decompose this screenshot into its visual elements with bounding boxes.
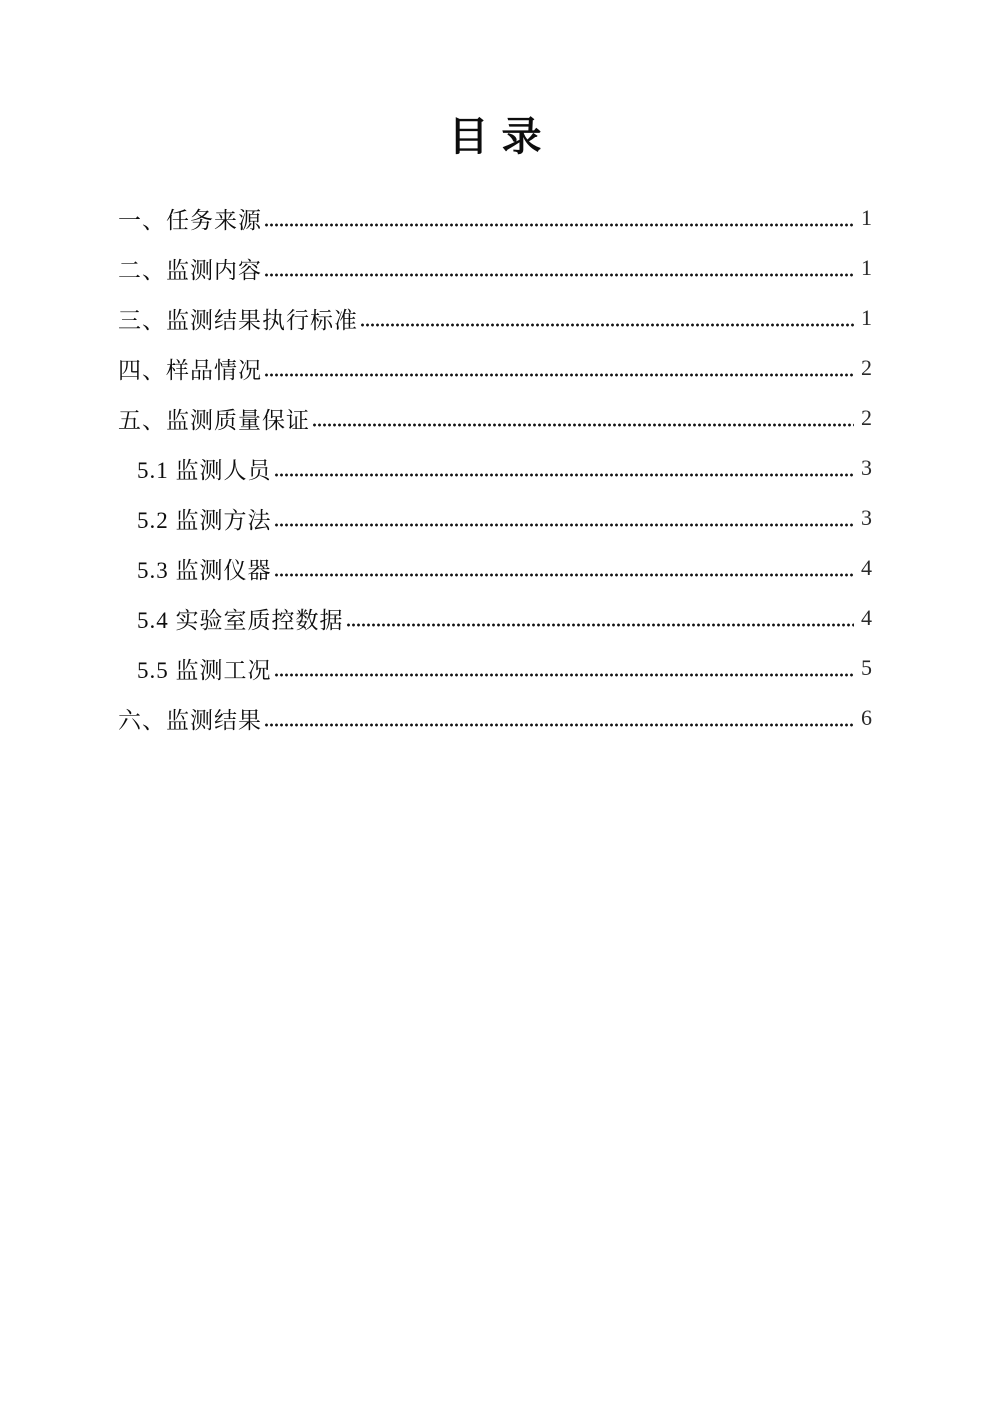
toc-entry-page: 1 <box>861 205 872 230</box>
toc-dot-leader <box>274 472 855 478</box>
toc-entry-page: 3 <box>861 455 872 480</box>
toc-list <box>118 193 872 743</box>
toc-entry[interactable] <box>118 393 872 443</box>
toc-entry[interactable] <box>118 493 872 543</box>
toc-entry-label: 五、监测质量保证 <box>118 407 310 433</box>
toc-entry-page: 2 <box>861 355 872 380</box>
toc-entry-page: 2 <box>861 405 872 430</box>
toc-entry[interactable] <box>118 343 872 393</box>
toc-entry-page: 6 <box>861 705 872 730</box>
toc-entry-page: 5 <box>861 655 872 680</box>
toc-entry-label: 5.5 监测工况 <box>137 657 272 683</box>
toc-dot-leader <box>264 222 854 228</box>
toc-entry[interactable] <box>118 443 872 493</box>
toc-entry-page: 4 <box>861 555 872 580</box>
toc-entry[interactable] <box>118 193 872 243</box>
toc-entry-page: 3 <box>861 505 872 530</box>
toc-entry[interactable] <box>118 293 872 343</box>
toc-entry-page: 1 <box>861 255 872 280</box>
toc-dot-leader <box>274 572 855 578</box>
toc-entry-label: 四、样品情况 <box>118 357 262 383</box>
toc-entry-page: 4 <box>861 605 872 630</box>
toc-entry[interactable] <box>118 593 872 643</box>
toc-dot-leader <box>360 322 854 328</box>
toc-entry[interactable] <box>118 693 872 743</box>
toc-entry-label: 一、任务来源 <box>118 207 262 233</box>
toc-entry-label: 二、监测内容 <box>118 257 262 283</box>
toc-entry-label: 三、监测结果执行标准 <box>118 307 358 333</box>
toc-dot-leader <box>264 272 854 278</box>
toc-dot-leader <box>264 372 854 378</box>
toc-entry-label: 5.3 监测仪器 <box>137 557 272 583</box>
toc-entry[interactable] <box>118 543 872 593</box>
toc-entry[interactable] <box>118 643 872 693</box>
toc-entry-label: 5.4 实验室质控数据 <box>137 607 344 633</box>
toc-dot-leader <box>264 722 854 728</box>
toc-entry-label: 六、监测结果 <box>118 707 262 733</box>
toc-dot-leader <box>312 422 854 428</box>
toc-dot-leader <box>274 522 855 528</box>
toc-title: 目录 <box>448 114 555 159</box>
toc-dot-leader <box>346 622 855 628</box>
toc-entry-page: 1 <box>861 305 872 330</box>
toc-entry[interactable] <box>118 243 872 293</box>
toc-entry-label: 5.2 监测方法 <box>137 507 272 533</box>
toc-entry-label: 5.1 监测人员 <box>137 457 272 483</box>
toc-dot-leader <box>274 672 855 678</box>
